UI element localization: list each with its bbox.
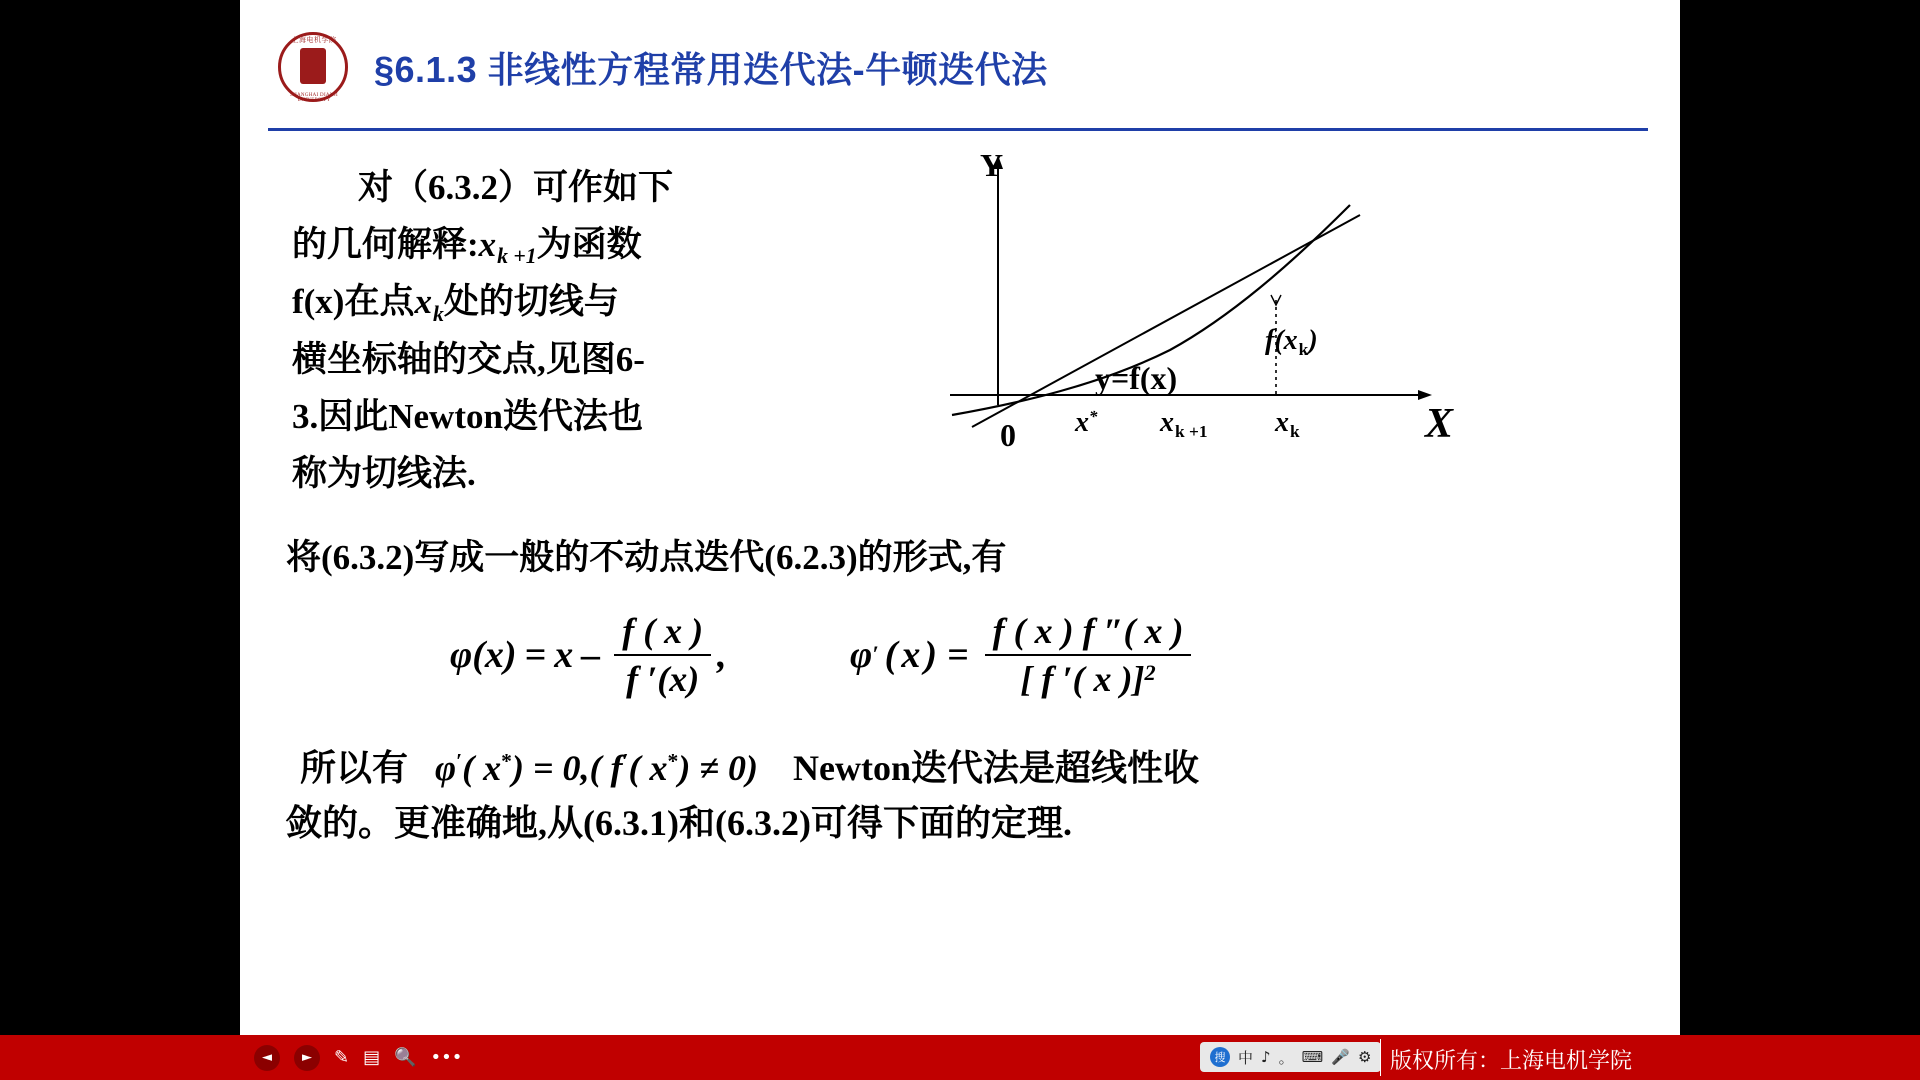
- figure-x-axis-label: X: [1425, 401, 1454, 447]
- figure-svg: [720, 145, 1480, 485]
- slides-overview-icon[interactable]: ▤: [363, 1047, 381, 1068]
- figure-xstar-label: x*: [1075, 407, 1098, 439]
- figure-origin-label: 0: [1000, 417, 1016, 453]
- left-line-2: 的几何解释$:x_{k +1}$为函数: [292, 224, 642, 269]
- ime-keyboard-icon[interactable]: ⌨: [1301, 1048, 1324, 1066]
- mid-paragraph: 将(6.3.2)写成一般的不动点迭代(6.2.3)的形式,有: [286, 538, 1007, 577]
- bottom-paragraph-2: 敛的。更准确地,从(6.3.1)和(6.3.2)可得下面的定理.: [286, 803, 1072, 843]
- next-slide-icon[interactable]: ►: [294, 1045, 320, 1071]
- slide-canvas: [240, 0, 1680, 1035]
- bottom-paragraph-1: 所以有 φ′( x*) = 0,( f′( x*) ≠ 0) Newton迭代法是超线性收: [300, 748, 1200, 788]
- logo-chinese-text: 上海电机学院: [291, 36, 337, 44]
- figure-y-axis-label: Y: [980, 147, 1004, 183]
- taskbar-divider: [1380, 1039, 1381, 1076]
- figure-xk1-label: $x_{k +1}$: [1160, 407, 1208, 442]
- presentation-taskbar: [0, 1035, 1920, 1080]
- more-options-icon[interactable]: •••: [430, 1047, 463, 1068]
- ime-settings-icon[interactable]: ⚙: [1357, 1048, 1372, 1066]
- copyright-text: 版权所有：上海电机学院: [1390, 1048, 1633, 1073]
- formula-fraction-2-den: [ f ′( x )]$^2$: [985, 654, 1192, 700]
- left-line-3: f(x)在点$x_k$处的切线与: [292, 282, 619, 327]
- slide-header: [240, 0, 1680, 150]
- left-line-5: 3.因此Newton迭代法也: [292, 396, 643, 436]
- figure-xk-label: $x_k$: [1275, 407, 1300, 442]
- newton-tangent-figure: [720, 145, 1480, 485]
- left-line-6: 称为切线法.: [292, 453, 476, 493]
- prev-slide-icon[interactable]: ◄: [254, 1045, 280, 1071]
- ime-mic-icon[interactable]: 🎤: [1331, 1048, 1350, 1066]
- title-divider: [268, 128, 1648, 131]
- pen-icon[interactable]: ✎: [334, 1047, 350, 1068]
- ime-punctuation-icon[interactable]: 。: [1278, 1048, 1294, 1067]
- formula-fraction-2: $\frac{f ( x ) f ''( x )}{[ f '( x )]^2}$: [985, 610, 1192, 700]
- formula-fraction-1: $\frac{f ( x )}{f '(x)}$: [614, 610, 711, 700]
- left-line-4: 横坐标轴的交点,见图6-: [292, 340, 645, 380]
- university-logo-icon: [278, 32, 352, 106]
- left-line-1: 对（6.3.2）可作如下: [358, 168, 674, 207]
- formula-phi-derivative: φ ′ ( x ) = $\frac{f ( x ) f ''( x )}{[ f '( x )]^2}$: [850, 610, 1197, 700]
- figure-fxk-label: $f(x_k)$: [1265, 325, 1318, 360]
- ime-mode-chinese[interactable]: 中: [1238, 1048, 1254, 1067]
- taskbar-controls: [240, 1035, 462, 1080]
- page-title: §6.1.3 非线性方程常用迭代法-牛顿迭代法: [374, 49, 1048, 90]
- figure-curve-label: y=f(x): [1095, 360, 1178, 396]
- zoom-icon[interactable]: 🔍: [394, 1047, 417, 1068]
- ime-music-icon[interactable]: ♪: [1261, 1048, 1271, 1066]
- formula-phi-definition: φ ( x ) = x – $\frac{f ( x )}{f '(x)}$ ,: [450, 611, 727, 699]
- logo-english-text: SHANGHAI DIANJI UNIVERSITY: [290, 93, 338, 103]
- formula-row: [370, 598, 1570, 708]
- ime-logo-icon[interactable]: 搜: [1210, 1047, 1230, 1067]
- ime-toolbar[interactable]: [1200, 1042, 1381, 1072]
- left-text-block: [292, 160, 752, 502]
